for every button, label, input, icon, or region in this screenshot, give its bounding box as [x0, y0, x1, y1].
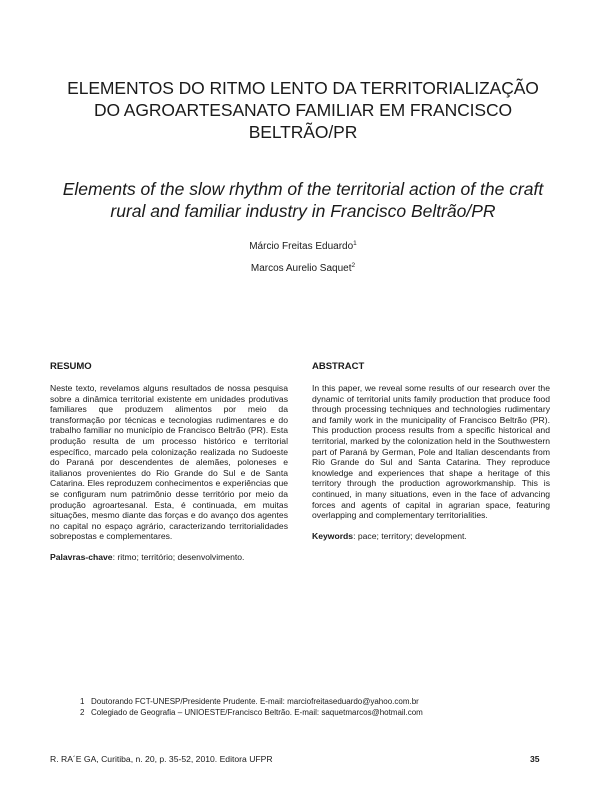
journal-citation: R. RA´E GA, Curitiba, n. 20, p. 35-52, 2010. Editora UFPR: [50, 754, 273, 764]
footnote-marker: 2: [351, 262, 356, 269]
resumo-heading: RESUMO: [50, 361, 92, 372]
title-line: rural and familiar industry in Francisco Beltrão/PR: [110, 201, 496, 221]
footnote-number: 2: [80, 707, 85, 717]
abstract-text: In this paper, we reveal some results of our research over the dynamic of territorial units family production that produce food through processing techniques and technologies rudimentary and family work in the municipality of Francisco Beltrão (PR). This production process results from a specific historical and territorial, marked by the colonization held in the Southwestern part of Paraná by German, Pole and Italian descendants from Rio Grande do Sul and Santa Catarina. They reproduce knowledge and experiences that shape a heritage of this territory through the production agroworkmanship. This is continued, in many situations, even in the face of advancing forces and agents of capital in agrarian space, featuring overlapping and complementary territorialities.: [312, 383, 550, 521]
title-line: Elements of the slow rhythm of the territorial action of the craft: [62, 179, 544, 199]
abstract-column: [312, 361, 550, 541]
abstract-keywords: [312, 531, 550, 542]
page-number: 35: [530, 754, 540, 764]
article-title-portuguese: [40, 77, 566, 143]
title-line: DO AGROARTESANATO FAMILIAR EM FRANCISCO: [93, 100, 513, 120]
resumo-text: Neste texto, revelamos alguns resultados de nossa pesquisa sobre a dinâmica territorial existente em unidades produtivas familiares que produzem alimentos por meio da transformação por técnicas e tecnologias rudimentares e do trabalho familiar no município de Francisco Beltrão (PR). Esta produção resulta de um processo histórico e territorial específico, marcado pela colonização realizada no Sudoeste do Paraná por descendentes de alemães, poloneses e italianos provenientes do Rio Grande do Sul e de Santa Catarina. Eles reproduzem conhecimentos e experiências que se configuram num patrimônio desse território por meio da produção agroartesanal. Esta, é continuada, em muitas situações, mesmo diante das forças e do avanço dos agentes no capital no espaço agrário, caracterizando territorialidades sobrepostas e complementares.: [50, 383, 288, 542]
resumo-column: [50, 361, 288, 563]
resumo-keywords: [50, 552, 288, 563]
footnote-marker: 1: [353, 240, 357, 247]
footnote-text: Colegiado de Geografia – UNIOESTE/Francisco Beltrão. E-mail: saquetmarcos@hotmail.com: [91, 707, 423, 717]
title-line: BELTRÃO/PR: [248, 122, 358, 142]
article-title-english: [40, 178, 566, 222]
author-1: [0, 241, 606, 253]
author-2: [0, 263, 606, 275]
footnote-1: [80, 697, 550, 708]
keywords-label: Palavras-chave: [50, 551, 113, 562]
author-name: Marcos Aurelio Saquet: [250, 263, 352, 274]
keywords-list: : ritmo; território; desenvolvimento.: [112, 551, 245, 562]
footnote-text: Doutorando FCT-UNESP/Presidente Prudente. E-mail: marciofreitaseduardo@yahoo.com.br: [91, 697, 419, 706]
title-line: ELEMENTOS DO RITMO LENTO DA TERRITORIALIZAÇÃO: [67, 78, 539, 98]
keywords-list: : pace; territory; development.: [353, 530, 467, 541]
footnote-2: [80, 708, 550, 719]
footnotes: [80, 697, 550, 718]
keywords-label: Keywords: [312, 530, 354, 541]
footnote-number: 1: [80, 697, 85, 706]
author-name: Márcio Freitas Eduardo: [249, 241, 354, 252]
abstract-heading: ABSTRACT: [312, 361, 365, 372]
